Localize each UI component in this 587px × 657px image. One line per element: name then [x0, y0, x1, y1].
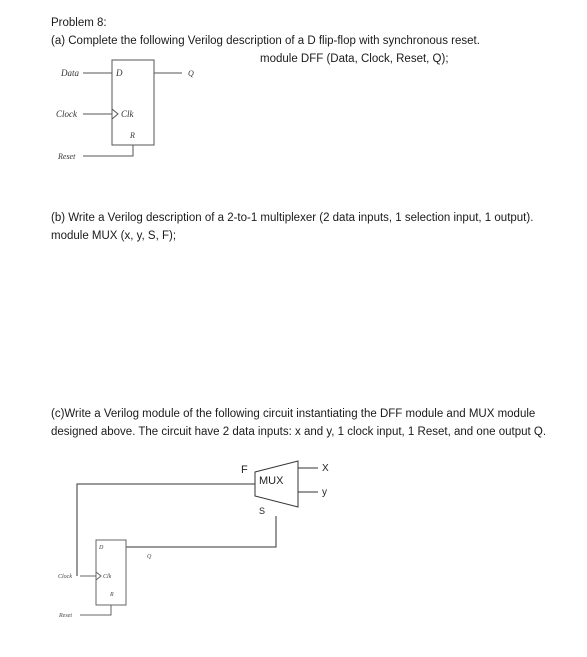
clock-label-c: Clock — [58, 574, 72, 580]
reset-label: Reset — [58, 152, 76, 161]
pin-r-label: R — [130, 131, 135, 140]
mux-label: MUX — [259, 475, 284, 487]
mux-y-label: y — [322, 487, 327, 498]
part-b-module-line: module MUX (x, y, S, F); — [51, 230, 177, 242]
problem-title: Problem 8: — [51, 17, 107, 29]
part-b-prompt: (b) Write a Verilog description of a 2-to-1 multiplexer (2 data inputs, 1 selection input, 1 output). — [51, 212, 534, 224]
reset-label-c: Reset — [59, 613, 72, 619]
output-q-label: Q — [188, 69, 194, 78]
pin-d-label: D — [116, 68, 123, 78]
pin-clk-label-c: Clk — [103, 574, 112, 580]
data-label: Data — [61, 68, 79, 78]
mux-sel-label: S — [259, 506, 266, 516]
mux-out-label: F — [241, 464, 248, 476]
pin-d-label-c: D — [99, 545, 104, 551]
clock-label: Clock — [56, 109, 77, 119]
pin-r-label-c: R — [110, 592, 114, 598]
reset-wire-c — [80, 605, 111, 615]
mux-x-label: X — [322, 463, 329, 474]
part-a-module-line: module DFF (Data, Clock, Reset, Q); — [260, 53, 449, 65]
part-c-prompt-line2: designed above. The circuit have 2 data inputs: x and y, 1 clock input, 1 Reset, and one output Q. — [51, 426, 547, 438]
output-q-label-c: Q — [147, 554, 152, 560]
part-a-prompt: (a) Complete the following Verilog description of a D flip-flop with synchronous reset. — [51, 35, 480, 47]
mux-select-wire — [118, 516, 276, 547]
part-c-prompt-line1: (c)Write a Verilog module of the following circuit instantiating the DFF module and MUX module — [51, 408, 536, 420]
pin-clk-label: Clk — [121, 109, 134, 119]
